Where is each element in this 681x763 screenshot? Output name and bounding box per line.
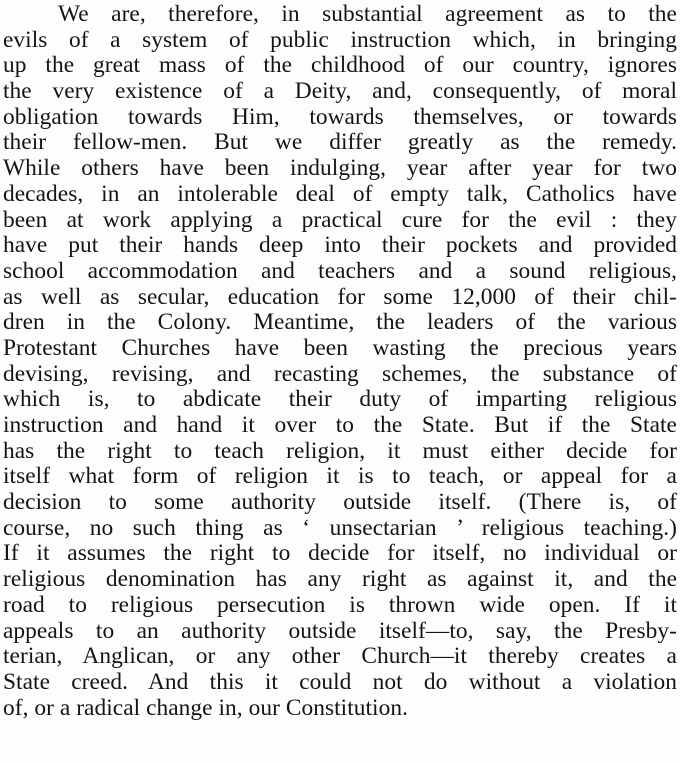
paragraph-line: If it assumes the right to decide for itself, no individual or — [3, 540, 677, 567]
paragraph-line: of, or a radical change in, our Constitution. — [3, 694, 408, 721]
paragraph-line: itself what form of religion it is to teach, or appeal for a — [3, 463, 677, 490]
paragraph-line: terian, Anglican, or any other Church—it thereby creates a — [3, 643, 677, 670]
paragraph-line: decades, in an intolerable deal of empty talk, Catholics have — [3, 180, 677, 207]
paragraph-line: up the great mass of the childhood of our country, ignores — [3, 52, 677, 79]
paragraph-line: Protestant Churches have been wasting the precious years — [3, 334, 677, 361]
article-paragraph — [3, 2, 677, 721]
paragraph-line: appeals to an authority outside itself—to, say, the Presby- — [3, 617, 677, 644]
paragraph-line: the very existence of a Deity, and, consequently, of moral — [3, 78, 677, 105]
paragraph-line: as well as secular, education for some 12,000 of their chil- — [3, 283, 677, 310]
paragraph-line: school accommodation and teachers and a sound religious, — [3, 257, 677, 284]
paragraph-line: While others have been indulging, year after year for two — [3, 155, 677, 182]
paragraph-line: their fellow-men. But we differ greatly as the remedy. — [3, 129, 677, 156]
paragraph-line: State creed. And this it could not do without a violation — [3, 668, 677, 695]
paragraph-line: has the right to teach religion, it must either decide for — [3, 437, 677, 464]
paragraph-line: been at work applying a practical cure for the evil : they — [3, 206, 677, 233]
paragraph-line: evils of a system of public instruction which, in bringing — [3, 26, 677, 53]
paragraph-line: road to religious persecution is thrown wide open. If it — [3, 591, 677, 618]
paragraph-line: which is, to abdicate their duty of imparting religious — [3, 386, 677, 413]
paragraph-line: decision to some authority outside itself. (There is, of — [3, 489, 677, 516]
paragraph-line: course, no such thing as ‘ unsectarian ’ religious teaching.) — [3, 514, 677, 541]
paragraph-line: instruction and hand it over to the State. But if the State — [3, 412, 677, 438]
paragraph-line: devising, revising, and recasting schemes, the substance of — [3, 360, 677, 387]
paragraph-line: We are, therefore, in substantial agreement as to the — [58, 1, 677, 27]
paragraph-line: obligation towards Him, towards themselves, or towards — [3, 103, 677, 130]
paragraph-line: dren in the Colony. Meantime, the leaders of the various — [3, 309, 677, 336]
paragraph-line: have put their hands deep into their pockets and provided — [3, 232, 677, 259]
paragraph-line: religious denomination has any right as against it, and the — [3, 566, 677, 593]
